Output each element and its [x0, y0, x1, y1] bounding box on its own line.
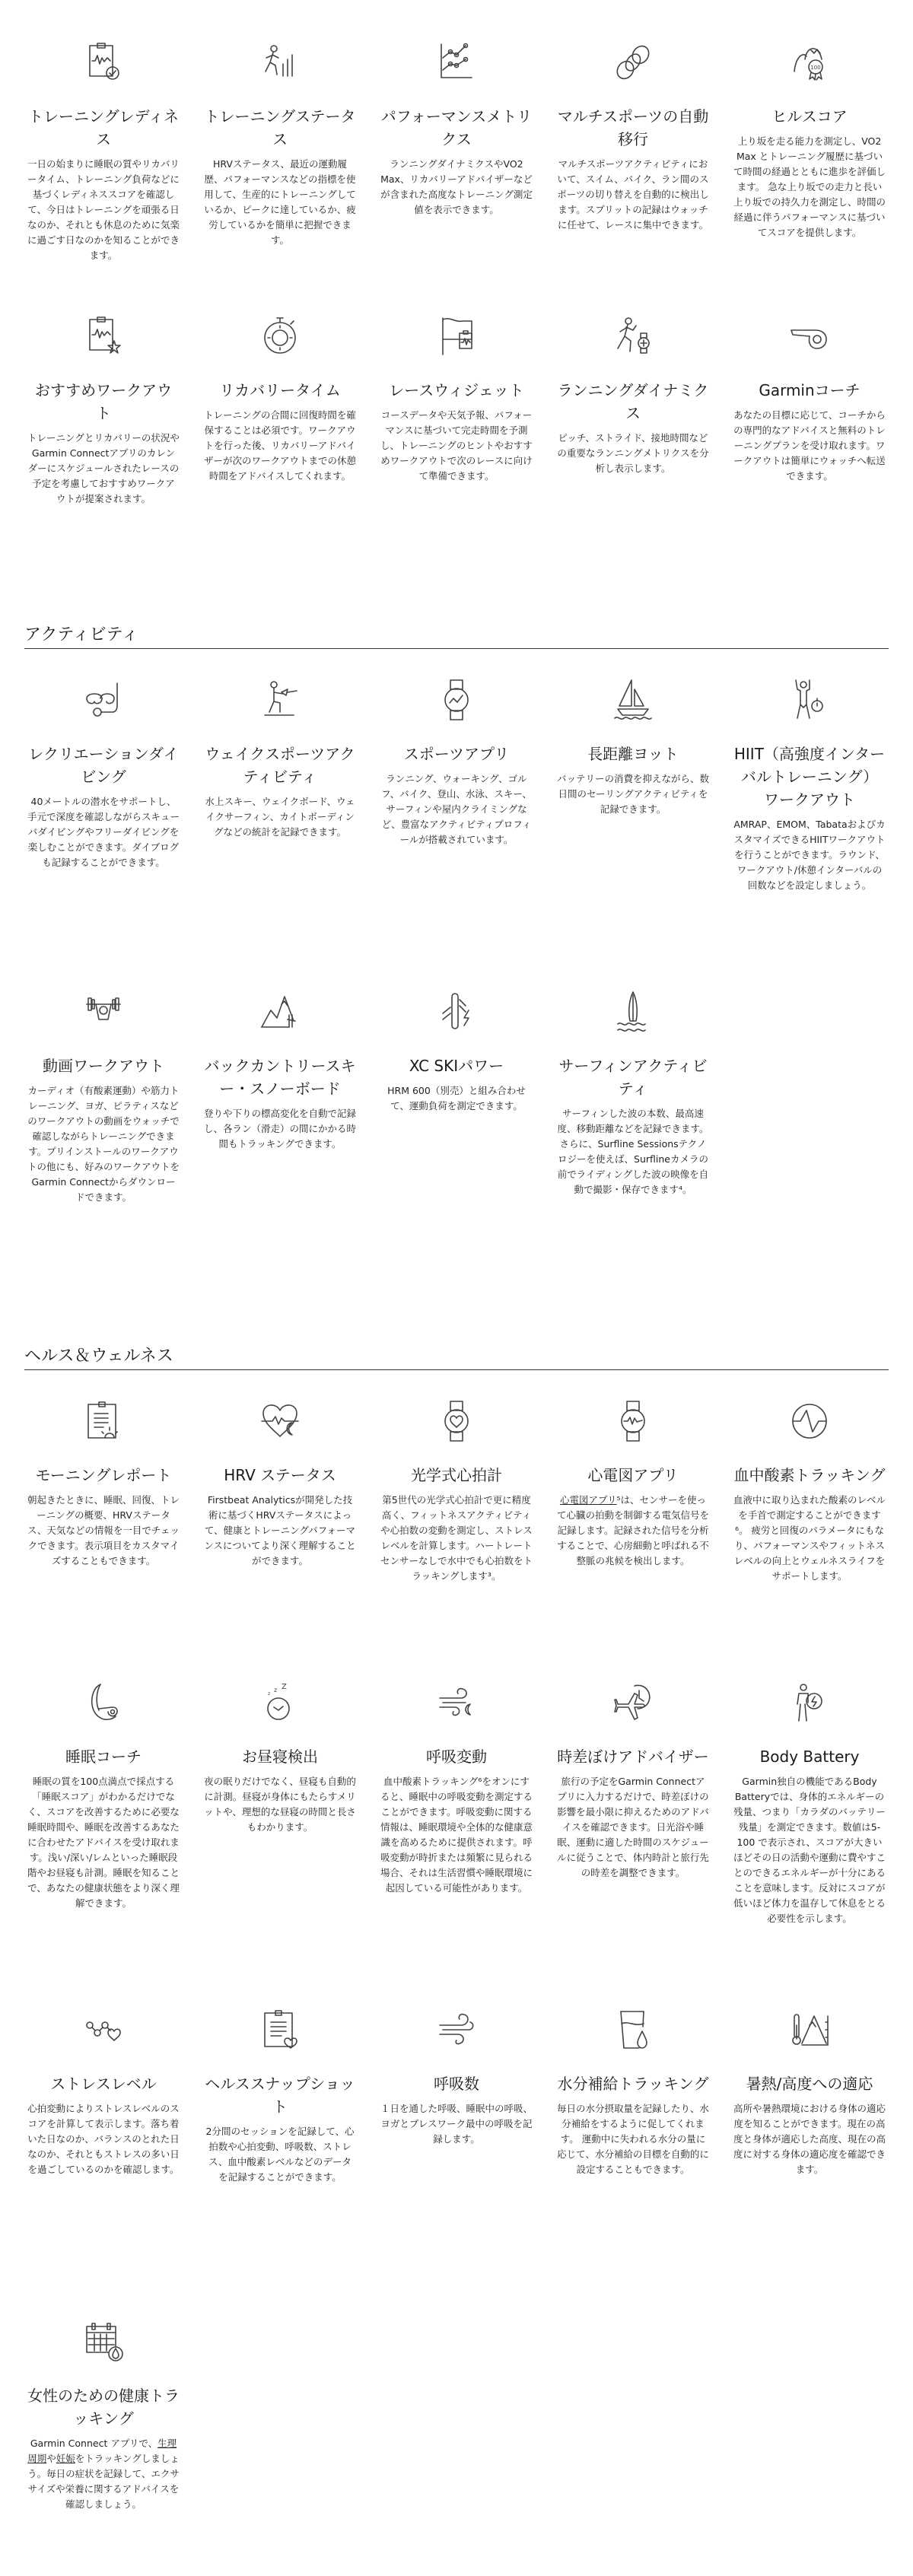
feature-title: 暑熱/高度への適応: [746, 2075, 873, 2093]
clipboard-sunrise-icon: [79, 1397, 128, 1445]
line-chart-icon: [432, 38, 481, 87]
svg-text:z: z: [268, 1691, 271, 1697]
feature-race-widget: [377, 312, 536, 601]
feature-description: カーディオ（有酸素運動）や筋力トレーニング、ヨガ、ピラティスなどのワークアウトの動画をウォッチで確認しながらトレーニングできます。プリインストールのワークアウトの他にも、好みのワークアウトをGarmin Connectからダウンロードできます。: [27, 1085, 180, 1203]
clipboard-check-icon: [79, 38, 128, 87]
feature-title: トレーニングステータス: [204, 107, 356, 148]
feature-morning-report: [24, 1397, 183, 1678]
feature-long-distance-sailing: [554, 676, 712, 987]
feature-title: ランニングダイナミクス: [557, 381, 709, 422]
plane-clock-icon: [609, 1678, 657, 1727]
feature-description: 水上スキー、ウェイクボード、ウェイクサーフィン、カイトボーディングなどの統計を記録できます。: [205, 796, 355, 838]
feature-backcountry-ski: [201, 987, 359, 1322]
clipboard-heart-icon: [256, 2005, 304, 2054]
feature-description: ランニングダイナミクスやVO2 Max、リカバリーアドバイザーなどが含まれた高度なトレーニング測定値を表示できます。: [380, 158, 533, 215]
feature-title: Garminコーチ: [759, 381, 861, 399]
feature-title: サーフィンアクティビティ: [558, 1057, 708, 1098]
clipboard-star-icon: [79, 312, 128, 361]
feature-training-readiness: [24, 38, 183, 312]
feature-title: 呼吸数: [434, 2075, 479, 2093]
water-glass-icon: [609, 2005, 657, 2054]
chain-links-icon: [609, 38, 657, 87]
feature-title: おすすめワークアウト: [34, 381, 173, 422]
feature-description: 高所や暑熱環境における身体の適応度を知ることができます。現在の高度と身体が適応した高度、現在の高度に対する身体の適応度を確認できます。: [733, 2103, 886, 2175]
feature-title: モーニングレポート: [35, 1466, 172, 1484]
runner-watch-icon: [609, 312, 657, 361]
stopwatch-recovery-icon: [256, 312, 304, 361]
feature-running-dynamics: [554, 312, 712, 601]
feature-hiit: [730, 676, 889, 987]
training-row-1: [24, 0, 889, 312]
pregnancy-link[interactable]: 妊娠: [56, 2453, 75, 2464]
runner-bars-icon: [256, 38, 304, 87]
feature-hrv-status: [201, 1397, 359, 1678]
feature-description: 睡眠の質を100点満点で採点する「睡眠スコア」がわかるだけでなく、スコアを改善するために必要な睡眠時間や、睡眠を改善するあなたに合わせたアドバイスを受け取れます。浅い/深い/レムといった睡眠段階やお昼寝も計測。睡眠を知ることで、あなたの健康状態をより深く理解できます。: [27, 1776, 180, 1909]
thermometer-mountain-icon: [785, 2005, 834, 2054]
feature-description: 心電図アプリ⁵は、センサーを使って心臓の拍動を制御する電気信号を記録します。記録された信号を分析することで、心房細動と呼ばれる不整脈の兆候を検出します。: [557, 1494, 710, 1566]
feature-body-battery: [730, 1678, 889, 2005]
stress-heart-icon: [79, 2005, 128, 2054]
feature-title: HRV ステータス: [224, 1466, 336, 1484]
feature-title: 水分補給トラッキング: [557, 2075, 709, 2093]
feature-description: ピッチ、ストライド、接地時間などの重要なランニングメトリクスを分析し表示します。: [557, 432, 709, 474]
surfboard-waves-icon: [609, 987, 657, 1036]
feature-description: HRM 600（別売）と組み合わせて、運動負荷を測定できます。: [387, 1085, 526, 1111]
feature-description: 夜の眠りだけでなく、昼寝も自動的に計測。昼寝が身体にもたらすメリットや、理想的な昼寝の時間と長さもわかります。: [204, 1776, 356, 1833]
feature-title: ヒルスコア: [771, 107, 848, 126]
feature-title: 動画ワークアウト: [43, 1057, 164, 1075]
feature-description: HRVステータス、最近の運動履歴、パフォーマンスなどの指標を使用して、生産的にトレーニングしているか、ピークに達しているか、疲労しているかを簡単に把握できます。: [204, 158, 356, 246]
feature-title: XC SKIパワー: [409, 1057, 504, 1075]
nap-clock-icon: [256, 1678, 304, 1727]
health-row-4: [24, 2317, 889, 2576]
health-row-1: [24, 1370, 889, 1678]
mountain-ski-icon: [256, 987, 304, 1036]
health-row-2: [24, 1678, 889, 2005]
watch-chart-icon: [432, 676, 481, 724]
feature-description: 2分間のセッションを記録して、心拍数や心拍変動、呼吸数、ストレス、血中酸素レベルなどのデータを記録することができます。: [205, 2126, 355, 2183]
race-flag-icon: [432, 312, 481, 361]
feature-xc-ski-power: [377, 987, 536, 1322]
feature-description: 旅行の予定をGarmin Connectアプリに入力するだけで、時差ぼけの影響を最小限に抑えるためのアドバイスを確認できます。日光浴や睡眠、運動に適した時間のスケジュールに従うことで、体内時計と旅行先の時差を調整できます。: [557, 1776, 709, 1878]
feature-title: 血中酸素トラッキング: [733, 1466, 886, 1484]
feature-description: サーフィンした波の本数、最高速度、移動距離などを記録できます。さらに、Surfline Sessionsテクノロジーを使えば、Surflineカメラの前でライディングした波の映像を自動で撮影・保存できます⁴。: [557, 1108, 709, 1195]
feature-title: 心電図アプリ: [587, 1466, 679, 1484]
feature-title: 時差ぼけアドバイザー: [557, 1748, 709, 1766]
heart-moon-icon: [256, 1397, 304, 1445]
feature-title: パフォーマンスメトリクス: [380, 107, 533, 148]
feature-title: 女性のための健康トラッキング: [27, 2387, 180, 2428]
feature-stress-tracking: [24, 2005, 183, 2317]
feature-multisport-transition: [554, 38, 712, 312]
person-battery-icon: [785, 1678, 834, 1727]
feature-surfing: [554, 987, 712, 1322]
feature-recovery-time: [201, 312, 359, 601]
feature-nap-detection: [201, 1678, 359, 2005]
whistle-icon: [785, 312, 834, 361]
activity-row-1: [24, 649, 889, 987]
xc-ski-power-icon: [432, 987, 481, 1036]
feature-description: バッテリーの消費を抑えながら、数日間のセーリングアクティビティを記録できます。: [557, 773, 710, 815]
feature-title: バックカントリースキー・スノーボード: [204, 1057, 356, 1098]
feature-description: １日を通した呼吸、睡眠中の呼吸、ヨガとブレスワーク最中の呼吸を記録します。: [380, 2103, 533, 2145]
feature-description: 上り坂を走る能力を測定し、VO2 Max とトレーニング履歴に基づいて時間の経過とともに進歩を評価します。 急な上り坂での走力と長い上り坂での持久力を測定し、時間の経過に伴うパフォーマンスに基づいてスコアを提供します。: [733, 135, 886, 238]
feature-title: リカバリータイム: [219, 381, 341, 399]
feature-description: 心拍変動によりストレスレベルのスコアを計算して表示します。落ち着いた日なのか、バランスのとれた日なのか、それともストレスの多い日を過ごしているのかを確認します。: [27, 2103, 180, 2175]
feature-description: コースデータや天気予報、パフォーマンスに基づいて完走時間を予測し、トレーニングのヒントやおすすめワークアウトで次のレースに向けて準備できます。: [380, 409, 533, 482]
health-row-3: [24, 2005, 889, 2317]
feature-title: マルチスポーツの自動移行: [557, 107, 709, 148]
feature-title: Body Battery: [759, 1748, 860, 1766]
feature-description: Garmin独自の機能であるBody Batteryでは、身体的エネルギーの残量、つまり「カラダのバッテリー残量」を測定できます。数値は5-100 で表示され、スコアが大きいほどその日の活動や運動に費やすことのできるエネルギーが十分にあることを意味します。反対にスコアが低いほど体力を温存して休息をとる必要性を示します。: [733, 1776, 886, 1924]
ecg-app-link[interactable]: 心電図アプリ: [559, 1494, 617, 1506]
feature-description: あなたの目標に応じて、コーチからの専門的なアドバイスと無料のトレーニングプランを受け取れます。ワークアウトは簡単にウォッチへ転送できます。: [733, 409, 886, 482]
feature-title: 長距離ヨット: [587, 745, 679, 763]
training-row-2: [24, 312, 889, 601]
feature-description: 40メートルの潜水をサポートし、手元で深度を確認しながらスキューバダイビングやフリーダイビングを楽しむことができます。ダイブログも記録することができます。: [27, 796, 180, 868]
feature-respiration: [377, 2005, 536, 2317]
feature-health-snapshot: [201, 2005, 359, 2317]
feature-title: レースウィジェット: [389, 381, 524, 399]
wind-icon: [432, 2005, 481, 2054]
barbell-icon: [79, 987, 128, 1036]
feature-description: ランニング、ウォーキング、ゴルフ、バイク、登山、水泳、スキー、サーフィンや屋内クライミングなど、豊富なアクティビティプロフィールが搭載されています。: [381, 773, 532, 845]
feature-description: 一日の始まりに睡眠の質やリカバリータイム、トレーニング負荷などに基づくレディネススコアを確認して、今日はトレーニングを頑張る日なのか、それとも休息のために気楽に過ごす日なのかを知ることができます。: [27, 158, 180, 261]
feature-title: ウェイクスポーツアクティビティ: [205, 745, 355, 786]
feature-description: AMRAP、EMOM、TabataおよびカスタマイズできるHIITワークアウトを行うことができます。ラウンド、ワークアウト/休憩インターバルの回数などを設定しましょう。: [733, 819, 886, 891]
feature-sports-apps: [377, 676, 536, 987]
feature-recreational-diving: [24, 676, 183, 987]
pulse-ox-circle-icon: [785, 1397, 834, 1445]
feature-title: 呼吸変動: [426, 1748, 487, 1766]
feature-description: 登りや下りの標高変化を自動で記録し、各ラン（滑走）の間にかかる時間もトラッキングできます。: [204, 1108, 357, 1150]
feature-sleep-coach: [24, 1678, 183, 2005]
feature-title: ヘルススナップショット: [205, 2075, 355, 2116]
sailboat-icon: [609, 676, 657, 724]
section-heading-activity: アクティビティ: [24, 624, 889, 649]
watch-ecg-icon: [609, 1397, 657, 1445]
wind-moon-icon: [432, 1678, 481, 1727]
feature-heat-altitude-acclimation: [730, 2005, 889, 2317]
hill-badge-icon: [785, 38, 834, 87]
feature-description: トレーニングの合間に回復時間を確保することは必須です。ワークアウトを行った後、リカバリーアドバイザーが次のワークアウトまでの休憩時間をアドバイスしてくれます。: [204, 409, 357, 482]
svg-text:100: 100: [810, 65, 821, 71]
feature-animated-workouts: [24, 987, 183, 1322]
feature-title: ストレスレベル: [50, 2075, 157, 2093]
activity-row-2: [24, 987, 889, 1322]
feature-ecg-app: [554, 1397, 712, 1678]
snorkel-mask-icon: [79, 676, 128, 724]
feature-womens-health: [24, 2317, 183, 2576]
section-heading-health: ヘルス＆ウェルネス: [24, 1345, 889, 1370]
wakeboard-icon: [256, 676, 304, 724]
feature-jet-lag-adviser: [554, 1678, 712, 2005]
menstrual-cycle-link[interactable]: 生理周期: [27, 2438, 177, 2464]
feature-description: Firstbeat Analyticsが開発した技術に基づくHRVステータスによって、健康とトレーニングパフォーマンスについてより深く理解することができます。: [204, 1494, 356, 1566]
svg-text:z: z: [274, 1687, 278, 1693]
feature-title: スポーツアプリ: [403, 745, 510, 763]
feature-description: トレーニングとリカバリーの状況やGarmin Connectアプリのカレンダーにスケジュールされたレースの予定を考慮しておすすめワークアウトが提案されます。: [27, 432, 180, 504]
feature-title: 光学式心拍計: [411, 1466, 502, 1484]
feature-hill-score: [730, 38, 889, 312]
feature-title: 睡眠コーチ: [65, 1748, 142, 1766]
feature-hydration-tracking: [554, 2005, 712, 2317]
svg-text:Z: Z: [282, 1683, 287, 1691]
feature-wakesports: [201, 676, 359, 987]
feature-description: Garmin Connect アプリで、生理周期や妊娠をトラッキングしましょう。毎日の症状を記録して、エクササイズや栄養に関するアドバイスを確認しましょう。: [27, 2438, 180, 2510]
watch-heart-icon: [432, 1397, 481, 1445]
feature-title: レクリエーションダイビング: [28, 745, 179, 786]
feature-description: 第5世代の光学式心拍計で更に精度高く、フィットネスアクティビティや心拍数の変動を測定し、ストレスレベルを計算します。ハートレートセンサーなしで水中でも心拍数をトラッキングします³。: [380, 1494, 533, 1582]
feature-title: お昼寝検出: [242, 1748, 318, 1766]
feature-description: 血中酸素トラッキング⁶をオンにすると、睡眠中の呼吸変動を測定することができます。呼吸変動に関する情報は、睡眠環境や全体的な健康意識を高めるために提供されます。呼吸変動が時折または頻繁に見られる場合、それは生活習慣や睡眠環境に起因している可能性があります。: [380, 1776, 533, 1894]
feature-breathing-variations: [377, 1678, 536, 2005]
moon-whistle-icon: [79, 1678, 128, 1727]
feature-description: 毎日の水分摂取量を記録したり、水分補給をするように促してくれます。 運動中に失われる水分の量に応じて、水分補給の目標を自動的に設定することもできます。: [557, 2103, 710, 2175]
feature-description: マルチスポーツアクティビティにおいて、スイム、バイク、ラン間のスポーツの切り替えを自動的に検出します。スプリットの記録はウォッチに任せて、レースに集中できます。: [557, 158, 709, 231]
feature-title: トレーニングレディネス: [28, 107, 179, 148]
feature-garmin-coach: [730, 312, 889, 601]
calendar-drop-icon: [79, 2317, 128, 2366]
feature-optical-hr: [377, 1397, 536, 1678]
feature-description: 血液中に取り込まれた酸素のレベルを手首で測定することができます⁶。 疲労と回復のパラメータにもなり、パフォーマンスやフィットネスレベルの向上とウェルネスライフをサポートします。: [733, 1494, 886, 1582]
feature-suggested-workouts: [24, 312, 183, 601]
feature-performance-metrics: [377, 38, 536, 312]
feature-description: 朝起きたときに、睡眠、回復、トレーニングの概要、HRVステータス、天気などの情報を一目でチェックできます。表示項目をカスタマイズすることもできます。: [27, 1494, 180, 1566]
feature-training-status: [201, 38, 359, 312]
feature-pulse-ox: [730, 1397, 889, 1678]
hiit-timer-icon: [785, 676, 834, 724]
feature-title: HIIT（高強度インターバルトレーニング）ワークアウト: [733, 745, 886, 809]
